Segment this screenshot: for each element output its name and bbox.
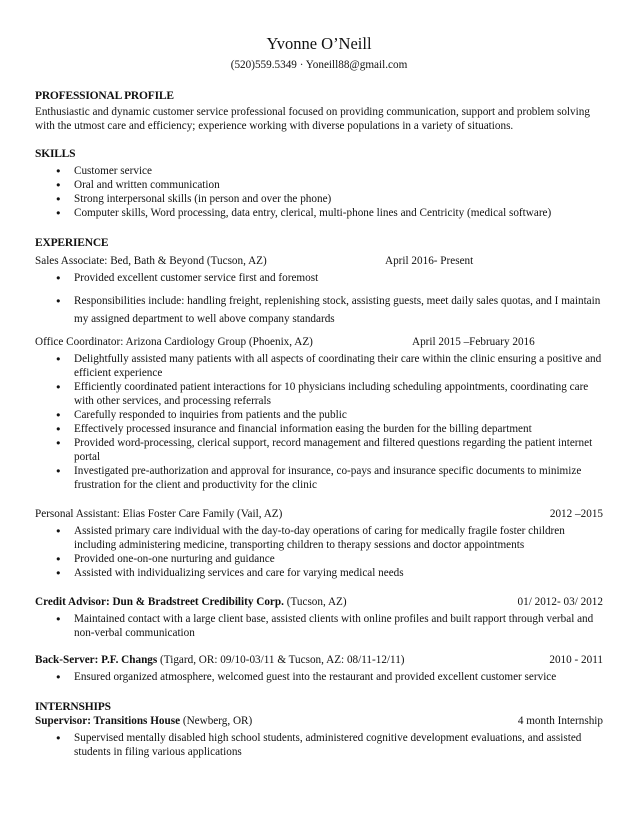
job-location: (Phoenix, AZ) — [246, 336, 313, 348]
job-entry — [35, 653, 603, 667]
skills-heading: SKILLS — [35, 148, 76, 160]
job-bullets — [35, 524, 603, 580]
list-item: ● Effectively processed insurance and financial information easing the burden for the billing department — [35, 422, 603, 436]
list-item: ● Carefully responded to inquiries from patients and the public — [35, 408, 603, 422]
job-title — [35, 714, 252, 728]
skill-item: ● Strong interpersonal skills (in person and over the phone) — [35, 192, 603, 206]
job-title — [35, 595, 347, 609]
job-bullets — [35, 670, 603, 684]
job-title — [35, 254, 385, 268]
job-location: (Tucson, AZ) — [283, 596, 347, 608]
job-location: (Tigard, OR: 09/10-03/11 & Tucson, AZ: 08/11-12/11) — [157, 654, 405, 666]
list-item: ● Maintained contact with a large client base, assisted clients with online profiles and built rapport through verbal and non-verbal communication — [35, 612, 603, 640]
job-date: 01/ 2012- 03/ 2012 — [517, 596, 603, 608]
job-title — [35, 653, 405, 667]
job-role: Credit Advisor: Dun & Bradstreet Credibility Corp. — [35, 596, 284, 608]
job-bullets — [35, 612, 603, 640]
contact-line: (520)559.5349 · Yoneill88@gmail.com — [230, 59, 408, 71]
job-bullets — [35, 731, 603, 759]
job-date: April 2016- Present — [385, 255, 474, 267]
job-date: 2012 –2015 — [549, 508, 603, 520]
job-entry — [35, 714, 603, 728]
job-role: Supervisor: Transitions House — [35, 715, 181, 727]
list-item: ● Provided excellent customer service first and foremost — [35, 271, 603, 285]
skill-item: ● Oral and written communication — [35, 178, 603, 192]
job-entry — [35, 335, 603, 349]
job-entry — [35, 254, 603, 268]
job-date: 2010 - 2011 — [549, 654, 603, 666]
job-bullets — [35, 271, 603, 328]
profile-heading: PROFESSIONAL PROFILE — [35, 90, 174, 102]
list-item: ● Provided word-processing, clerical support, record management and filtered questions regarding the patient internet portal — [35, 436, 603, 464]
internships-heading: INTERNSHIPS — [35, 701, 111, 713]
profile-text: Enthusiastic and dynamic customer service professional focused on providing communication, support and problem solving with the utmost care and efficiency; experience working with diverse populations in a variety of situations. — [35, 106, 590, 132]
job-title — [35, 335, 412, 349]
list-item: ● Responsibilities include: handling freight, replenishing stock, assisting guests, meet daily sales quotas, and I maintain my assigned department to well above company standards — [35, 292, 603, 328]
job-date: April 2015 –February 2016 — [412, 336, 535, 348]
list-item: ● Provided one-on-one nurturing and guidance — [35, 552, 603, 566]
list-item: ● Supervised mentally disabled high school students, administered cognitive development evaluations, and assisted students in filing various applications — [35, 731, 603, 759]
experience-heading: EXPERIENCE — [35, 237, 109, 249]
job-entry — [35, 507, 603, 521]
job-location: (Vail, AZ) — [234, 508, 283, 520]
skills-list — [35, 164, 603, 220]
list-item: ● Assisted with individualizing services and care for varying medical needs — [35, 566, 603, 580]
resume-page — [35, 34, 603, 759]
job-location: (Tucson, AZ) — [204, 255, 267, 267]
list-item: ● Investigated pre-authorization and approval for insurance, co-pays and insurance specific documents to minimize frustration for the client and productivity for the clinic — [35, 464, 603, 492]
candidate-name: Yvonne O’Neill — [266, 34, 372, 53]
list-item: ● Efficiently coordinated patient interactions for 10 physicians including scheduling appointments, coordinating care with other services, and processing referrals — [35, 380, 603, 408]
job-role: Office Coordinator: Arizona Cardiology Group — [35, 336, 247, 348]
list-item: ● Assisted primary care individual with the day-to-day operations of caring for medically fragile foster children including administering medicine, transporting children to therapy sessions and doctor appointments — [35, 524, 603, 552]
job-role: Sales Associate: Bed, Bath & Beyond — [35, 255, 205, 267]
job-entry — [35, 595, 603, 609]
list-item: ● Ensured organized atmosphere, welcomed guest into the restaurant and provided excellent customer service — [35, 670, 603, 684]
list-item: ● Delightfully assisted many patients with all aspects of coordinating their care within the clinic ensuring a positive and efficient experience — [35, 352, 603, 380]
job-title — [35, 507, 282, 521]
job-role: Personal Assistant: Elias Foster Care Family — [35, 508, 235, 520]
job-bullets — [35, 352, 603, 492]
job-role: Back-Server: P.F. Changs — [35, 654, 158, 666]
skill-item: ● Computer skills, Word processing, data entry, clerical, multi-phone lines and Centricity (medical software) — [35, 206, 603, 220]
skill-item: ● Customer service — [35, 164, 603, 178]
job-date: 4 month Internship — [517, 715, 603, 727]
job-location: (Newberg, OR) — [180, 715, 253, 727]
